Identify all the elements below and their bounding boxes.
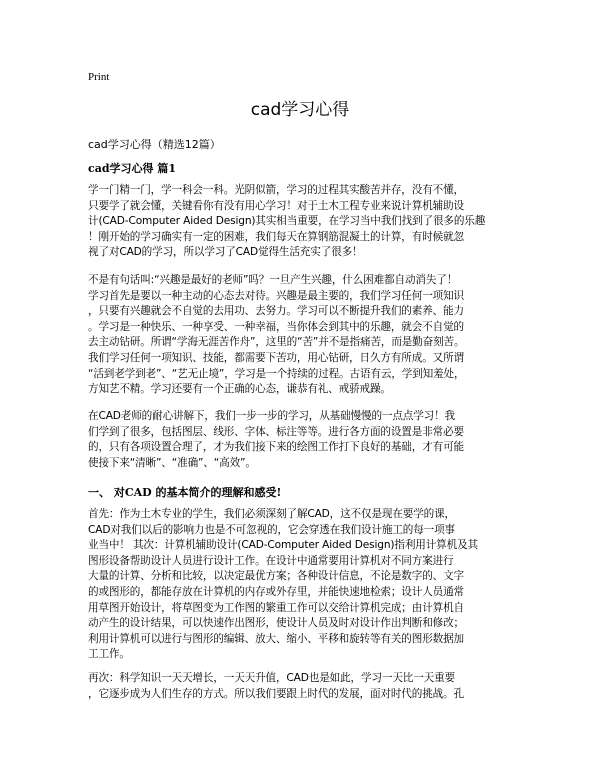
text-line: 大量的计算、分析和比较，以决定最优方案；各种设计信息，不论是数字的、文字 bbox=[88, 570, 464, 583]
paragraph-2 bbox=[88, 273, 518, 398]
text-line: 不是有句话叫:“兴趣是最好的老师”吗？一旦产生兴趣，什么困难都自动消失了！ bbox=[88, 274, 458, 286]
text-line: 在CAD老师的耐心讲解下，我们一步一步的学习，从基础慢慢的一点点学习！我 bbox=[88, 410, 455, 422]
text-line: 计(CAD-Computer Aided Design)其实相当重要，在学习当中我们找到了很多的乐趣 bbox=[88, 215, 486, 228]
text-line: 用草图开始设计，将草图变为工作图的繁重工作可以交给计算机完成；由计算机自 bbox=[88, 601, 464, 614]
text-line: ，只要有兴趣就会不自觉的去用功、去努力。学习可以不断提升我们的素养、能力 bbox=[88, 305, 464, 318]
text-line: 图形设备帮助设计人员进行设计工作。在设计中通常要用计算机对不同方案进行 bbox=[88, 554, 454, 567]
text-line: 只要学了就会懂，关键看你有没有用心学习！对于土木工程专业来说计算机辅助设 bbox=[88, 199, 464, 212]
text-line: 。学习是一种快乐、一种享受、一种幸福，当你体会到其中的乐趣，就会不自觉的 bbox=[88, 320, 464, 333]
text-line: 再次：科学知识一天天增长，一天天升值，CAD也是如此，学习一天比一天重要 bbox=[88, 672, 455, 684]
paragraph-1 bbox=[88, 183, 518, 261]
text-line: ，它逐步成为人们生存的方式。所以我们要跟上时代的发展，面对时代的挑战。孔 bbox=[88, 687, 464, 700]
text-line: 业当中！ 其次：计算机辅助设计(CAD-Computer Aided Design)指利用计算机及其 bbox=[88, 539, 478, 552]
document-subtitle: cad学习心得（精选12篇） bbox=[88, 138, 221, 151]
text-line: 动产生的设计结果，可以快速作出图形，使设计人员及时对设计作出判断和修改； bbox=[88, 617, 464, 630]
text-line: 我们学习任何一项知识、技能，都需要下苦功，用心钻研，日久方有所成。又所谓 bbox=[88, 351, 464, 364]
document-title: cad学习心得 bbox=[250, 100, 350, 120]
text-line: ！刚开始的学习确实有一定的困难，我们每天在算钢筋混凝土的计算，有时候就忽 bbox=[88, 230, 464, 243]
paragraph-3 bbox=[88, 409, 518, 471]
text-line: 首先：作为土木专业的学生，我们必须深刻了解CAD，这不仅是现在要学的课， bbox=[88, 508, 455, 520]
paragraph-4 bbox=[88, 507, 518, 663]
text-line: 的或图形的，都能存放在计算机的内存或外存里，并能快速地检索；设计人员通常 bbox=[88, 585, 464, 598]
text-line: 利用计算机可以进行与图形的编辑、放大、缩小、平移和旋转等有关的图形数据加 bbox=[88, 632, 464, 645]
section-heading-2: 一、 对CAD 的基本简介的理解和感受! bbox=[88, 486, 282, 499]
text-line: 们学到了很多，包括图层、线形、字体、标注等等。进行各方面的设置是非常必要 bbox=[88, 425, 464, 438]
print-link[interactable]: Print bbox=[88, 71, 110, 83]
text-line: 学习首先是要以一种主动的心态去对待。兴趣是最主要的，我们学习任何一项知识 bbox=[88, 289, 464, 302]
text-line: 工工作。 bbox=[88, 648, 130, 661]
text-line: 的，只有各项设置合理了，才为我们接下来的绘图工作打下良好的基础，才有可能 bbox=[88, 441, 464, 454]
text-line: 视了对CAD的学习，所以学习了CAD觉得生活充实了很多！ bbox=[88, 246, 363, 259]
section-heading-1: cad学习心得 篇1 bbox=[88, 162, 176, 175]
text-line: 使接下来“清晰”、“准确”、“高效”。 bbox=[88, 456, 256, 469]
text-line: “活到老学到老”、“艺无止境”，学习是一个持续的过程。古语有云，学到知羞处， bbox=[88, 367, 465, 380]
paragraph-5 bbox=[88, 671, 518, 702]
text-line: 学一门精一门，学一科会一科。光阴似箭，学习的过程其实酸苦并存，没有不懂， bbox=[88, 184, 464, 196]
text-line: CAD对我们以后的影响力也是不可忽视的，它会穿透在我们设计施工的每一项事 bbox=[88, 523, 455, 536]
text-line: 去主动钻研。所谓“学海无涯苦作舟”，这里的“苦”并不是指痛苦，而是勤奋刻苦。 bbox=[88, 336, 465, 349]
text-line: 方知艺不精。学习还要有一个正确的心态，谦恭有礼、戒骄戒躁。 bbox=[88, 383, 391, 396]
